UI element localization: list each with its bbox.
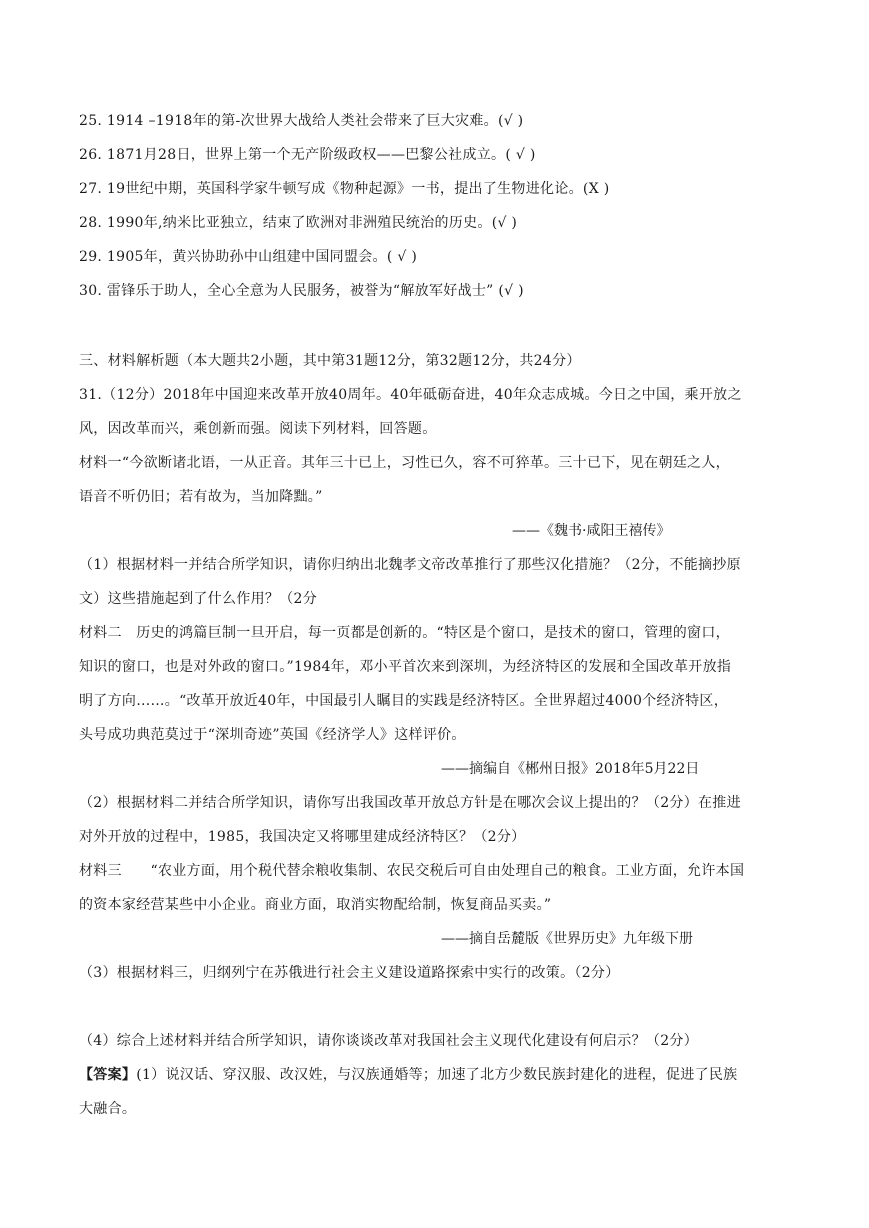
answer-label: 【答案】	[79, 1067, 137, 1083]
answer-line-2: 大融合。	[79, 1101, 137, 1117]
judgement-item-28: 28. 1990年,纳米比亚独立，结束了欧洲对非洲殖民统治的历史。(√ )	[79, 215, 518, 231]
judgement-item-27: 27. 19世纪中期，英国科学家牛顿写成《物种起源》一书，提出了生物进化论。(X )	[79, 181, 610, 197]
question2-line-2: 对外开放的过程中，1985，我国决定又将哪里建成经济特区？（2分）	[79, 829, 526, 845]
material1-line-2: 语音不听仍旧；若有故为，当加降黜。”	[79, 489, 323, 505]
material3-line-1: 材料三 “农业方面，用个税代替余粮收集制、农民交税后可自由处理自己的粮食。工业方面，允许本国	[79, 863, 745, 879]
material2-line-1: 材料二 历史的鸿篇巨制一旦开启，每一页都是创新的。“特区是个窗口，是技术的窗口，管理的窗口，	[79, 625, 730, 641]
judgement-item-29: 29. 1905年，黄兴协助孙中山组建中国同盟会。( √ )	[79, 249, 418, 265]
question3: （3）根据材料三，归纲列宁在苏俄进行社会主义建设道路探索中实行的改策。（2分）	[79, 965, 620, 981]
answer-line-1	[79, 1065, 791, 1085]
question1-line-1: （1）根据材料一并结合所学知识，请你归纳出北魏孝文帝改革推行了那些汉化措施？（2分，不能摘抄原	[79, 557, 741, 573]
answer-text-1: (1）说汉话、穿汉服、改汉姓，与汉族通婚等；加速了北方少数民族封建化的进程，促进了民族	[136, 1067, 738, 1083]
q31-intro-line-1: 31.（12分）2018年中国迎来改革开放40周年。40年砥砺奋进，40年众志成城。今日之中国，乘开放之	[79, 387, 742, 403]
material2-line-3: 明了方向……。“改革开放近40年，中国最引人瞩目的实践是经济特区。全世界超过4000个经济特区，	[79, 693, 728, 709]
question1-line-2: 文）这些措施起到了什么作用？（2分	[79, 591, 318, 607]
material1-source: ——《魏书·咸阳王禧传》	[512, 523, 671, 539]
material3-source: ——摘自岳麓版《世界历史》九年级下册	[441, 931, 693, 947]
material2-line-2: 知识的窗口，也是对外政的窗口。”1984年，邓小平首次来到深圳，为经济特区的发展和全国改革开放指	[79, 659, 732, 675]
material2-line-4: 头号成功典范莫过于“深圳奇迹”英国《经济学人》这样评价。	[79, 727, 466, 743]
material2-source: ——摘编自《郴州日报》2018年5月22日	[441, 761, 700, 777]
question4: （4）综合上述材料并结合所学知识，请你谈谈改革对我国社会主义现代化建设有何启示？（2分）	[79, 1033, 699, 1049]
section-title: 三、材料解析题（本大题共2小题，其中第31题12分，第32题12分，共24分）	[79, 353, 581, 369]
judgement-item-30: 30. 雷锋乐于助人，全心全意为人民服务，被誉为“解放军好战士” (√ )	[79, 283, 524, 299]
material3-line-2: 的资本家经营某些中小企业。商业方面，取消实物配给制，恢复商品买卖。”	[79, 897, 552, 913]
question2-line-1: （2）根据材料二并结合所学知识，请你写出我国改革开放总方针是在哪次会议上提出的？（2分）在推进	[79, 795, 741, 811]
judgement-item-25: 25. 1914 –1918年的第-次世界大战给人类社会带来了巨大灾难。(√ )	[79, 113, 524, 129]
q31-intro-line-2: 风，因改革而兴，乘创新而强。阅读下列材料，回答题。	[79, 421, 437, 437]
material1-line-1: 材料一“今欲断诸北语，一从正音。其年三十已上，习性已久，容不可猝革。三十已下，见在朝廷之人，	[79, 455, 730, 471]
judgement-item-26: 26. 1871月28日，世界上第一个无产阶级政权——巴黎公社成立。( √ )	[79, 147, 536, 163]
